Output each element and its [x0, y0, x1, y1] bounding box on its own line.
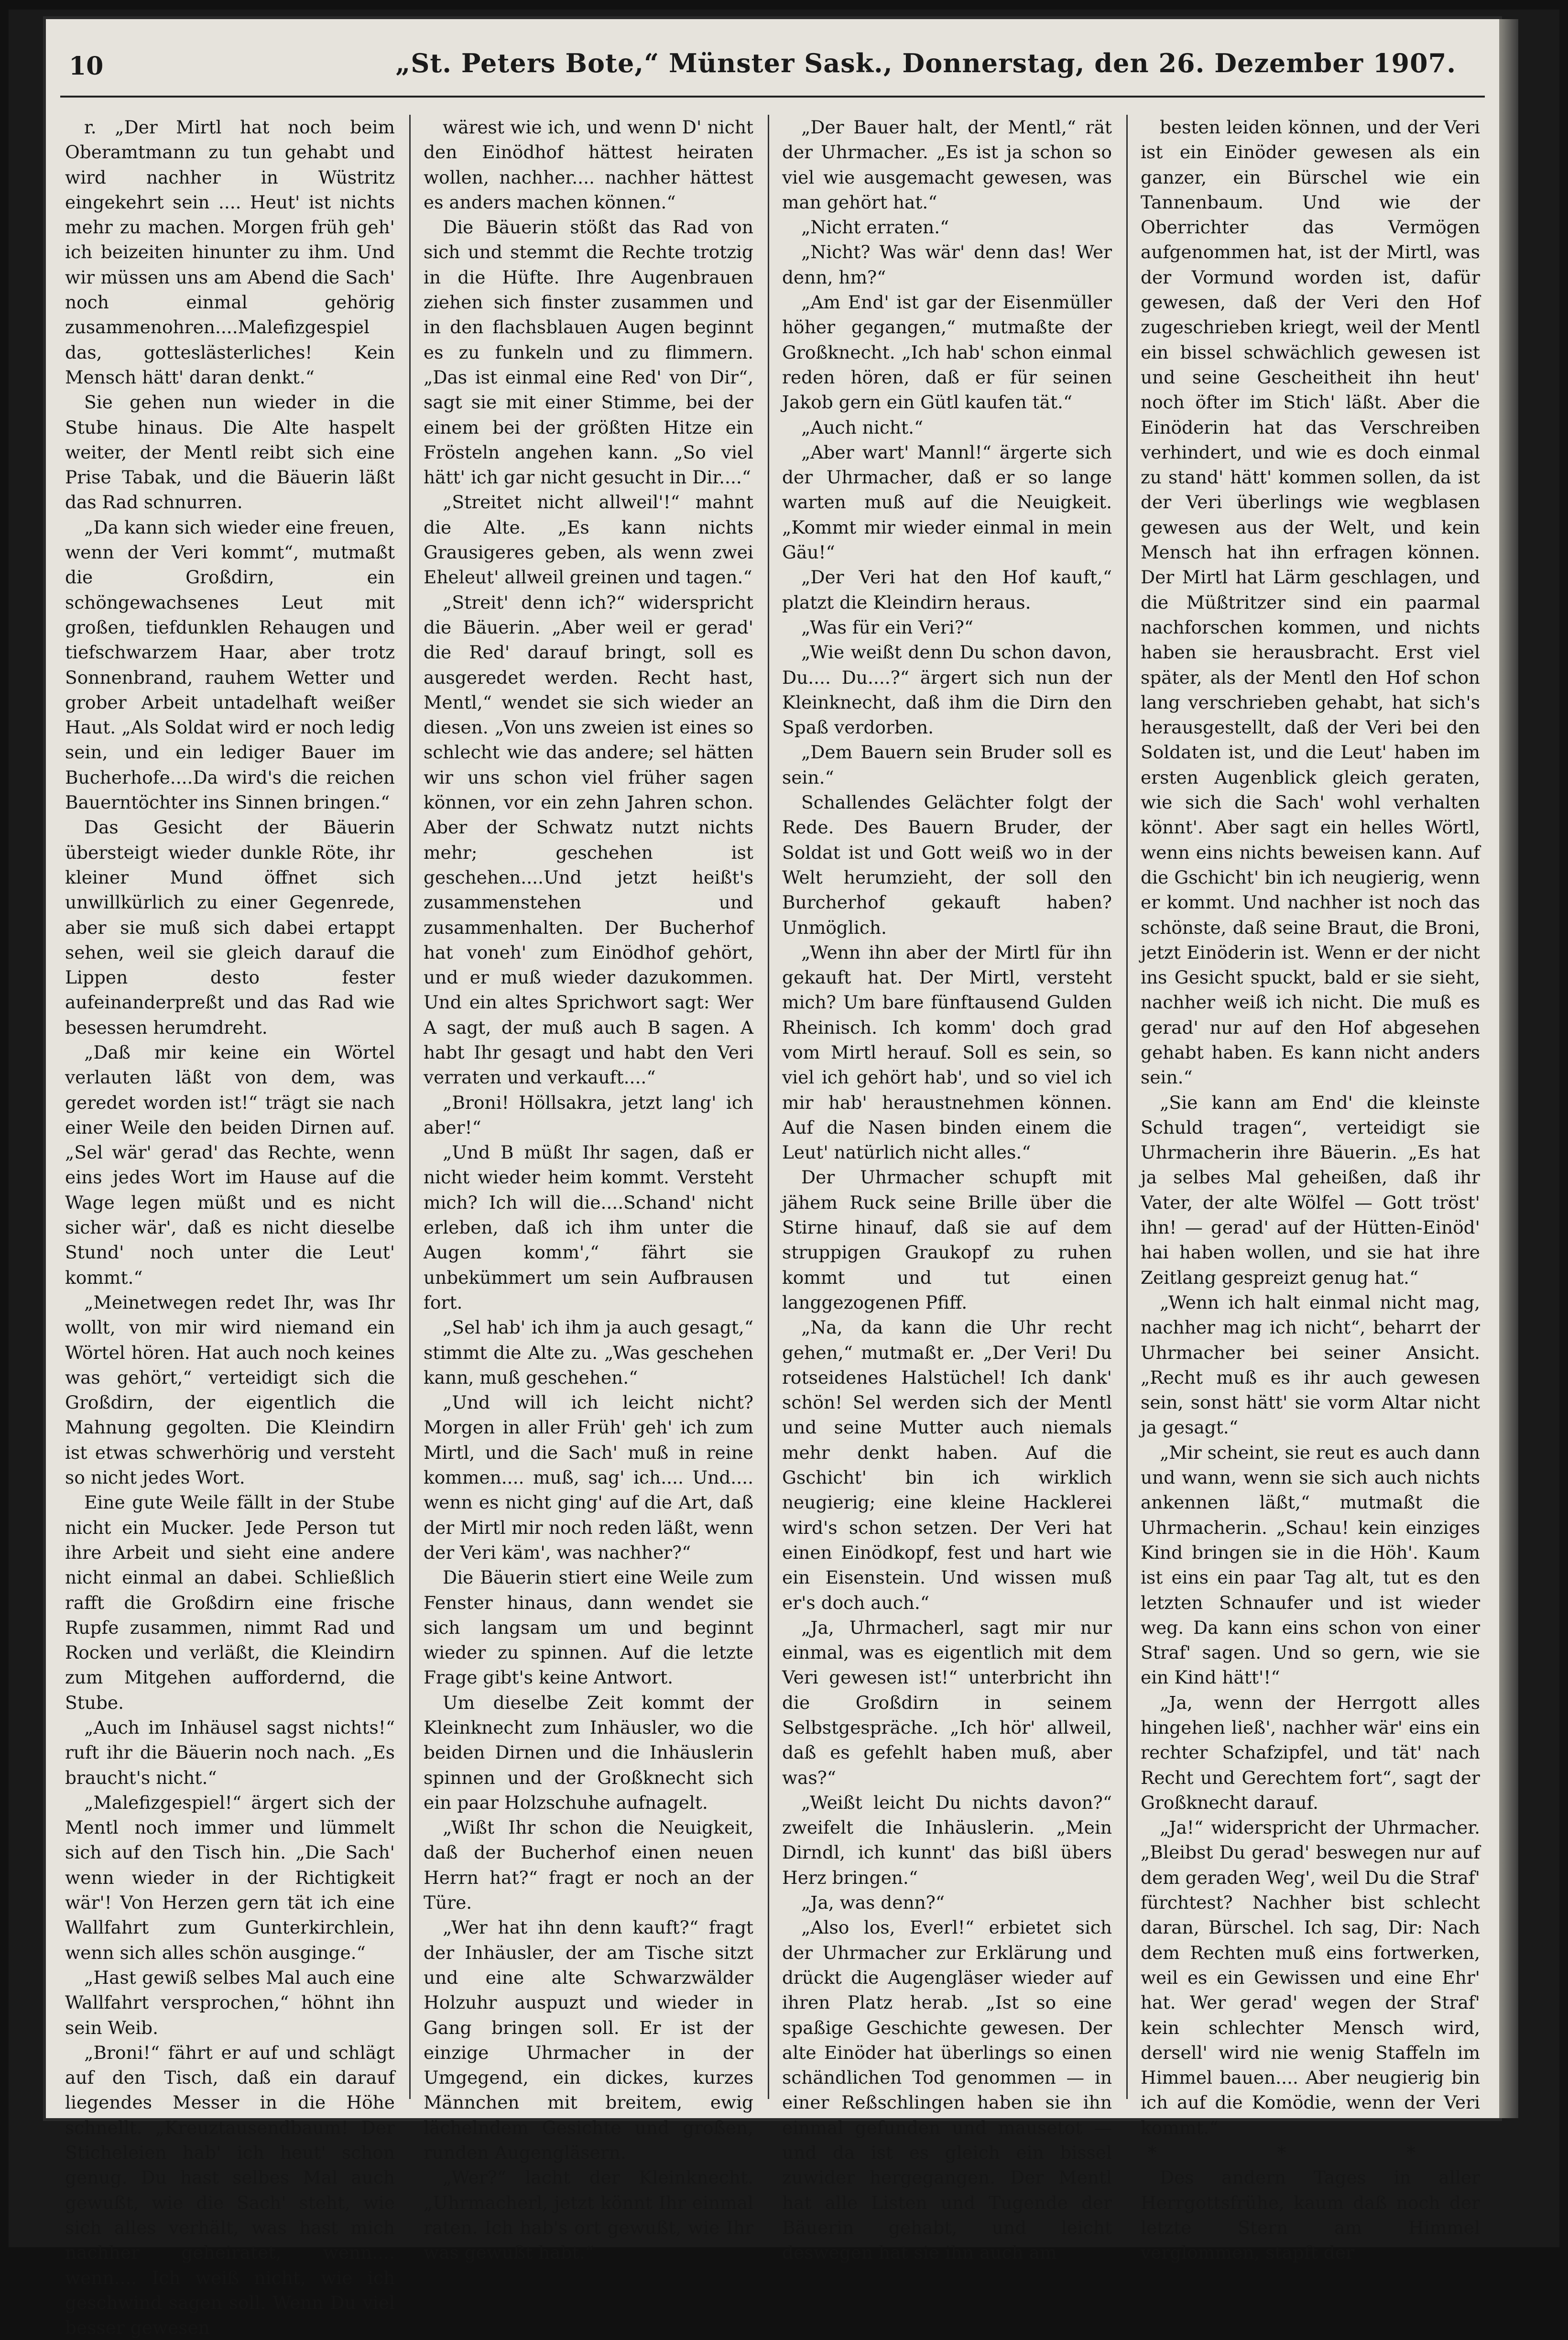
paragraph: „Sie kann am End' die kleinste Schuld tragen“, verteidigt sie Uhrmacherin ihre Bäuerin. „Es hat ja selbes Mal geheißen, daß ihr Vater, der alte Wölfel — Gott tröst' ihn! — gerad' auf der Hütten-Einöd' hai haben wollen, und sie hat ihre Zeitlang gespreizt genug hat.“: [1141, 1092, 1480, 1288]
paragraph: „Broni!“ fährt er auf und schlägt auf den Tisch, daß ein darauf liegendes Messer in die Höhe schnellt. „Kreuztausendbaum! Der Sticheleien hab' ich heut' schon genug. Du hast selbes Mal auch gewußt, wie die Sach' steht, wie sich alles verhält, was hast mich nachher geheiratet, wenn.... wenn.... Ich weiß nicht, wie ich geschwind sagen soll. Wenn Du viel besser gewesen: [65, 2042, 395, 2339]
column-rule: [409, 115, 411, 2099]
paragraph: „Und will ich leicht nicht? Morgen in aller Früh' geh' ich zum Mirtl, und die Sach' muß in reine kommen.... muß, sag' ich.... Und.... wenn es nicht ging' auf die Art, daß der Mirtl mir noch reden läßt, wenn der Veri käm', was nachher?“: [424, 1392, 753, 1563]
paragraph: „Ja, wenn der Herrgott alles hingehen ließ', nachher wär' eins ein rechter Schafzipfel, und tät' nach Recht und Gerechtem fort“, sagt der Großknecht darauf.: [1141, 1692, 1480, 1813]
paragraph: „Daß mir keine ein Wörtel verlauten läßt von dem, was geredet worden ist!“ trägt sie nach einer Weile den beiden Dirnen auf. „Sel wär' gerad' das Rechte, wenn eins jedes Wort im Hause auf die Wage legen müßt und es nicht sicher wär', daß es nicht dieselbe Stund' noch unter die Leut' kommt.“: [65, 1041, 395, 1288]
paragraph: „Mir scheint, sie reut es auch dann und wann, wenn sie sich auch nichts ankennen läßt,“ mutmaßt die Uhrmacherin. „Schau! kein einziges Kind bringen sie in die Höh'. Kaum ist eins ein paar Tag alt, tut es den letzten Schnaufer und ist wieder weg. Da kann eins schon von einer Straf' sagen. Und so gern, wie sie ein Kind hätt'!“: [1141, 1442, 1480, 1688]
text-column-2: [424, 115, 753, 2263]
paragraph: „Broni! Höllsakra, jetzt lang' ich aber!“: [424, 1092, 753, 1138]
paragraph: „Also los, Everl!“ erbietet sich der Uhrmacher zur Erklärung und drückt die Augengläser wieder auf ihren Platz herab. „Ist so eine spaßige Geschichte gewesen. Der alte Einöder hat überlings so einen schändlichen Tod genommen — in einer Reßschlingen haben sie ihn einmal gefunden und mausetot — und da ist es gleich ein bissel zuwider hergegangen. Der Mentl hat alle Listen und Tugende der Bäuerin gehabt, und leicht deswegen hat sie ihn auch am: [782, 1917, 1112, 2263]
paragraph: „Meinetwegen redet Ihr, was Ihr wollt, von mir wird niemand ein Wörtel hören. Hat auch noch keines was gehört,“ verteidigt sich die Großdirn, der eigentlich die Mahnung gegolten. Die Kleindirn ist etwas schwerhörig und versteht so nicht jedes Wort.: [65, 1291, 395, 1488]
paragraph: „Malefizgespiel!“ ärgert sich der Mentl noch immer und lümmelt sich auf den Tisch hin. „Die Sach' wenn wieder in der Richtigkeit wär'! Von Herzen gern tät ich eine Wallfahrt zum Gunterkirchlein, wenn sich alles schön ausginge.“: [65, 1792, 395, 1963]
paragraph: „Wenn ich halt einmal nicht mag, nachher mag ich nicht“, beharrt der Uhrmacher bei seiner Ansicht. „Recht muß es ihr auch gewesen sein, sonst hätt' sie vorm Altar nicht ja gesagt.“: [1141, 1291, 1480, 1438]
paragraph: Die Bäuerin stößt das Rad von sich und stemmt die Rechte trotzig in die Hüfte. Ihre Augenbrauen ziehen sich finster zusammen und in den flachsblauen Augen beginnt es zu funkeln und zu flimmern. „Das ist einmal eine Red' von Dir“, sagt sie mit einer Stimme, bei der einem bei der größten Hitze ein Frösteln angehen kann. „So viel hätt' ich gar nicht gesucht in Dir....“: [424, 217, 753, 488]
paragraph: „Hast gewiß selbes Mal auch eine Wallfahrt versprochen,“ höhnt ihn sein Weib.: [65, 1967, 395, 2038]
paragraph: „Ja, was denn?“: [801, 1892, 945, 1914]
paragraph: „Nicht? Was wär' denn das! Wer denn, hm?“: [782, 241, 1112, 288]
page-header: [46, 29, 1499, 91]
paragraph: „Wie weißt denn Du schon davon, Du.... Du....?“ ärgert sich nun der Kleinknecht, daß ihm die Dirn den Spaß verdorben.: [782, 642, 1112, 738]
paragraph: „Auch nicht.“: [801, 416, 924, 438]
column-rule: [768, 115, 769, 2099]
paragraph: „Streitet nicht allweil'!“ mahnt die Alte. „Es kann nichts Grausigeres geben, als wenn zwei Eheleut' allweil greinen und tagen.“: [424, 492, 753, 588]
paragraph: Das Gesicht der Bäuerin übersteigt wieder dunkle Röte, ihr kleiner Mund öffnet sich unwillkürlich zu einer Gegenrede, aber sie muß sich dabei ertappt sehen, weil sie gleich darauf die Lippen desto fester aufeinanderpreßt und das Rad wie besessen herumdreht.: [65, 817, 395, 1038]
paragraph: besten leiden können, und der Veri ist ein Einöder gewesen als ein ganzer, ein Bürschel wie ein Tannenbaum. Und wie der Oberrichter das Vermögen aufgenommen hat, ist der Mirtl, was der Vormund worden ist, dafür gewesen, daß der Veri den Hof zugeschrieben kriegt, weil der Mentl ein bissel schwächlich gewesen ist und seine Gescheitheit ihn heut' noch öfter im Stich' läßt. Aber die Einöderin hat das Verschreiben verhindert, und wie es doch einmal zu stand' hätt' kommen sollen, da ist der Veri überlings wie wegblasen gewesen aus der Welt, und kein Mensch hat ihn erfragen können. Der Mirtl hat Lärm geschlagen, und die Müßtritzer sind ein paarmal nachforschen kommen, und nichts haben sie herausbracht. Erst viel später, als der Mentl den Hof schon lang verschrieben gehabt, hat sich's herausgestellt, daß der Veri bei den Soldaten ist, und die Leut' haben im ersten Augenblick gleich geraten, wie sich die Sach' wohl verhalten könnt'. Aber sagt ein helles Wörtl, wenn eins nichts beweisen kann. Auf die Gschicht' bin ich neugierig, wenn er kommt. Und nachher ist noch das schönste, daß seine Braut, die Broni, jetzt Einöderin ist. Wenn er der nicht ins Gesicht spuckt, bald er sie sieht, nachher weiß ich nicht. Die muß es gerad' nur auf den Hof abgesehen gehabt haben. Es kann nicht anders sein.“: [1141, 117, 1480, 1088]
paragraph: „Was für ein Veri?“: [801, 616, 974, 638]
paragraph: wärest wie ich, und wenn D' nicht den Einödhof hättest heiraten wollen, nachher.... nachher hättest es anders machen können.“: [424, 117, 753, 213]
paragraph: „Aber wart' Mannl!“ ärgerte sich der Uhrmacher, daß er so lange warten muß auf die Neuigkeit. „Kommt mir wieder einmal in mein Gäu!“: [782, 441, 1112, 563]
page-number: 10: [69, 52, 104, 81]
paragraph: „Wenn ihn aber der Mirtl für ihn gekauft hat. Der Mirtl, versteht mich? Um bare fünftausend Gulden Rheinisch. Ich komm' doch grad vom Mirtl herauf. Soll es sein, so viel ich gehört hab', und so viel ich mir hab' heraustnehmen können. Auf die Nasen binden einem die Leut' natürlich nicht alles.“: [782, 941, 1112, 1163]
paragraph: Der Uhrmacher schupft mit jähem Ruck seine Brille über die Stirne hinauf, daß sie auf dem struppigen Graukopf zu ruhen kommt und tut einen langgezogenen Pfiff.: [782, 1167, 1112, 1313]
paragraph: r. „Der Mirtl hat noch beim Oberamtmann zu tun gehabt und wird nachher in Wüstritz eingekehrt sein .... Heut' ist nichts mehr zu machen. Morgen früh geh' ich beizeiten hinunter zu ihm. Und wir müssen uns am Abend die Sach' noch einmal gehörig zusammenohren....Malefizgespiel das, gotteslästerliches! Kein Mensch hätt' daran denkt.“: [65, 117, 395, 388]
paragraph: Des andern Tages in aller Herrgottsfrühe, kaum daß noch der letzte Stern am Himmel verglommen, stapft der: [1141, 2167, 1480, 2263]
paragraph: Sie gehen nun wieder in die Stube hinaus. Die Alte haspelt weiter, der Mentl reibt sich eine Prise Tabak, und die Bäuerin läßt das Rad schnurren.: [65, 392, 395, 513]
paragraph: „Ja, Uhrmacherl, sagt mir nur einmal, was es eigentlich mit dem Veri gewesen ist!“ unterbricht ihn die Großdirn in seinem Selbstgespräche. „Ich hör' allweil, daß es gefehlt haben muß, aber was?“: [782, 1617, 1112, 1788]
text-column-3: [782, 115, 1112, 2263]
paragraph: Um dieselbe Zeit kommt der Kleinknecht zum Inhäusler, wo die beiden Dirnen und die Inhäuslerin spinnen und der Großknecht sich ein paar Holzschuhe aufnagelt.: [424, 1692, 753, 1813]
paragraph: „Am End' ist gar der Eisenmüller höher gegangen,“ mutmaßte der Großknecht. „Ich hab' schon einmal reden hören, daß er für seinen Jakob gern ein Gütl kaufen tät.“: [782, 292, 1112, 413]
paragraph: „Dem Bauern sein Bruder soll es sein.“: [782, 742, 1112, 788]
header-rule: [60, 96, 1485, 98]
paragraph: „Der Bauer halt, der Mentl,“ rät der Uhrmacher. „Es ist ja schon so viel wie ausgemacht gewesen, was man gehört hat.“: [782, 117, 1112, 213]
text-column-1: [65, 115, 395, 2339]
paragraph: „Na, da kann die Uhr recht gehen,“ mutmaßt er. „Der Veri! Du rotseidenes Halstüchel! Ich dank' schön! Sel werden sich der Mentl und seine Mutter auch niemals mehr denkt haben. Auf die Gschicht' bin ich wirklich neugierig; eine kleine Hacklerei wird's schon setzen. Der Veri hat einen Einödkopf, fest und hart wie ein Eisenstein. Und wissen muß er's doch auch.“: [782, 1317, 1112, 1613]
section-separator: * * *: [1147, 2142, 1473, 2164]
paragraph: „Der Veri hat den Hof kauft,“ platzt die Kleindirn heraus.: [782, 567, 1112, 613]
paragraph: „Wer hat ihn denn kauft?“ fragt der Inhäusler, der am Tische sitzt und eine alte Schwarzwälder Holzuhr auspuzt und wieder in Gang bringen soll. Er ist der einzige Uhrmacher in der Umgegend, ein dickes, kurzes Männchen mit breitem, ewig lächelndem Gesichte und großen, runden Augengläsern.: [424, 1917, 753, 2164]
paragraph: „Weißt leicht Du nichts davon?“ zweifelt die Inhäuslerin. „Mein Dirndl, ich kunnt' das bißl übers Herz bringen.“: [782, 1792, 1112, 1888]
text-column-4: [1141, 115, 1480, 2263]
paragraph: „Ja!“ widerspricht der Uhrmacher. „Bleibst Du gerad' beswegen nur auf dem geraden Weg', weil Du die Straf' fürchtest? Nachher bist schlecht daran, Bürschel. Ich sag, Dir: Nach dem Rechten muß eins fortwerken, weil es ein Gewissen und eine Ehr' hat. Wer gerad' wegen der Straf' kein schlechter Mensch wird, dersell' wird nie wenig Staffeln im Himmel bauen.... Aber neugierig bin ich auf die Komödie, wenn der Veri kommt.“: [1141, 1817, 1480, 2138]
paragraph: „Wißt Ihr schon die Neuigkeit, daß der Bucherhof einen neuen Herrn hat?“ fragt er noch an der Türe.: [424, 1817, 753, 1914]
paragraph: „Wer?“ lacht der Kleinknecht. „Uhrmacherl, jetzt könnt Ihr einmal raten. Ich hab's ort gewußt, wie Ihr was gewußt habt.“: [424, 2167, 753, 2263]
paragraph: „Nicht erraten.“: [801, 217, 949, 238]
paragraph: „Und B müßt Ihr sagen, daß er nicht wieder heim kommt. Versteht mich? Ich will die....Schand' nicht erleben, daß ich ihm unter die Augen komm',“ fährt sie unbekümmert um sein Aufbrausen fort.: [424, 1142, 753, 1313]
paragraph: Die Bäuerin stiert eine Weile zum Fenster hinaus, dann wendet sie sich langsam um und beginnt wieder zu spinnen. Auf die letzte Frage gibt's keine Antwort.: [424, 1567, 753, 1688]
paragraph: Schallendes Gelächter folgt der Rede. Des Bauern Bruder, der Soldat ist und Gott weiß wo in der Welt herumzieht, der soll den Burcherhof gekauft haben? Unmöglich.: [782, 792, 1112, 938]
page-edge-shadow: [1499, 19, 1518, 2118]
column-rule: [1126, 115, 1128, 2099]
paragraph: „Sel hab' ich ihm ja auch gesagt,“ stimmt die Alte zu. „Was geschehen kann, muß geschehen.“: [424, 1317, 753, 1388]
paragraph: „Streit' denn ich?“ widerspricht die Bäuerin. „Aber weil er gerad' die Red' darauf bringt, soll es ausgeredet werden. Recht hast, Mentl,“ wendet sie sich wieder an diesen. „Von uns zweien ist eines so schlecht wie das andere; sel hätten wir uns schon viel früher sagen können, vor ein zehn Jahren schon. Aber der Schwatz nutzt nichts mehr; geschehen ist geschehen....Und jetzt heißt's zusammenstehen und zusammenhalten. Der Bucherhof hat voneh' zum Einödhof gehört, und er muß wieder dazukommen. Und ein altes Sprichwort sagt: Wer A sagt, der muß auch B sagen. A habt Ihr gesagt und habt den Veri verraten und verkauft....“: [424, 591, 753, 1088]
paragraph: Eine gute Weile fällt in der Stube nicht ein Mucker. Jede Person tut ihre Arbeit und sieht eine andere nicht einmal an dabei. Schließlich rafft die Großdirn eine frische Rupfe zusammen, nimmt Rad und Rocken und verläßt, die Kleindirn zum Mitgehen auffordernd, die Stube.: [65, 1492, 395, 1713]
paragraph: „Auch im Inhäusel sagst nichts!“ ruft ihr die Bäuerin noch nach. „Es braucht's nicht.“: [65, 1717, 395, 1788]
newspaper-page: [46, 19, 1499, 2339]
running-head: „St. Peters Bote,“ Münster Sask., Donnerstag, den 26. Dezember 1907.: [395, 48, 1456, 78]
paragraph: „Da kann sich wieder eine freuen, wenn der Veri kommt“, mutmaßt die Großdirn, ein schöngewachsenes Leut mit großen, tiefdunklen Rehaugen und tiefschwarzem Haar, aber trotz Sonnenbrand, rauhem Wetter und grober Arbeit untadelhaft weißer Haut. „Als Soldat wird er noch ledig sein, und ein lediger Bauer im Bucherhofe....Da wird's die reichen Bauerntöchter ins Sinnen bringen.“: [65, 516, 395, 813]
